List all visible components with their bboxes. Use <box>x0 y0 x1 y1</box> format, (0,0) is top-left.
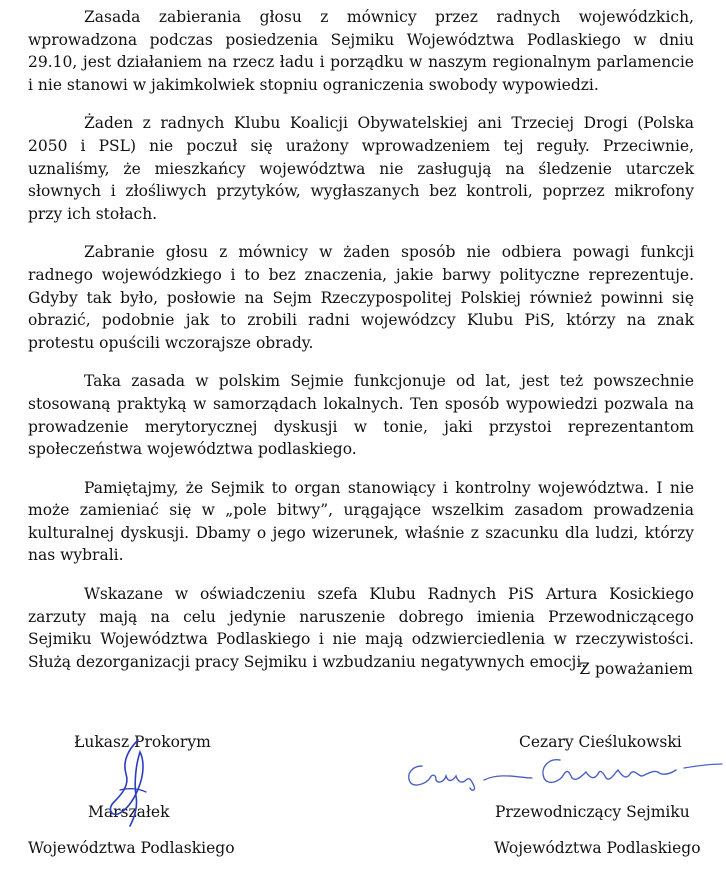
paragraph-6: Wskazane w oświadczeniu szefa Klubu Radnych PiS Artura Kosickiego zarzuty mają na celu jedynie naruszenie dobrego imienia Przewodniczącego Sejmiku Województwa Podlaskiego i nie mają odzwierciedlenia w rzeczywistości. Służą dezorganizacji pracy Sejmiku i wzbudzaniu negatywnych emocji. <box>28 585 694 671</box>
paragraph-2: Żaden z radnych Klubu Koalicji Obywatelskiej ani Trzeciej Drogi (Polska 2050 i PSL) nie poczuł się urażony wprowadzeniem tej reguły. Przeciwnie, uznaliśmy, że mieszkańcy województwa nie zasługują na śledzenie utarczek słownych i złośliwych przytyków, wygłaszanych bez kontroli, poprzez mikrofony przy ich stołach. <box>28 114 694 223</box>
signatory-left-organization: Województwa Podlaskiego <box>28 839 235 857</box>
signatory-right-name: Cezary Cieślukowski <box>519 733 682 751</box>
signatory-left-name: Łukasz Prokorym <box>74 733 211 751</box>
paragraph-5: Pamiętajmy, że Sejmik to organ stanowiący i kontrolny województwa. I nie może zamieniać się w „pole bitwy”, urągające wszelkim zasadom prowadzenia kulturalnej dyskusji. Dbamy o jego wizerunek, właśnie z szacunku dla ludzi, którzy nas wybrali. <box>28 478 694 565</box>
paragraph-3: Zabranie głosu z mównicy w żaden sposób nie odbiera powagi funkcji radnego wojewódzkiego i to bez znaczenia, jakie barwy polityczne reprezentuje. Gdyby tak było, posłowie na Sejm Rzeczypospolitej Polskiej również powinni się obrazić, podobnie jak to zrobili radni wojewódzcy Klubu PiS, którzy na znak protestu opuścili wczorajsze obrady. <box>28 243 694 352</box>
paragraph-4: Taka zasada w polskim Sejmie funkcjonuje od lat, jest też powszechnie stosowaną praktyką w samorządach lokalnych. Ten sposób wypowiedzi pozwala na prowadzenie merytorycznej dyskusji w tonie, jaki przystoi reprezentantom społeczeństwa województwa podlaskiego. <box>28 372 694 459</box>
signatory-right-role: Przewodniczący Sejmiku <box>495 803 690 821</box>
signatory-left-role: Marszałek <box>88 803 170 821</box>
closing-salutation: Z poważaniem <box>579 660 693 678</box>
signatory-right-organization: Województwa Podlaskiego <box>494 839 701 857</box>
handwritten-signature-left <box>100 738 170 828</box>
handwritten-signature-right <box>400 752 724 792</box>
document-body <box>28 6 694 689</box>
paragraph-1: Zasada zabierania głosu z mównicy przez radnych wojewódzkich, wprowadzona podczas posiedzenia Sejmiku Województwa Podlaskiego w dniu 29.10, jest działaniem na rzecz ładu i porządku w naszym regionalnym parlamencie i nie stanowi w jakimkolwiek stopniu ograniczenia swobody wypowiedzi. <box>28 8 694 94</box>
